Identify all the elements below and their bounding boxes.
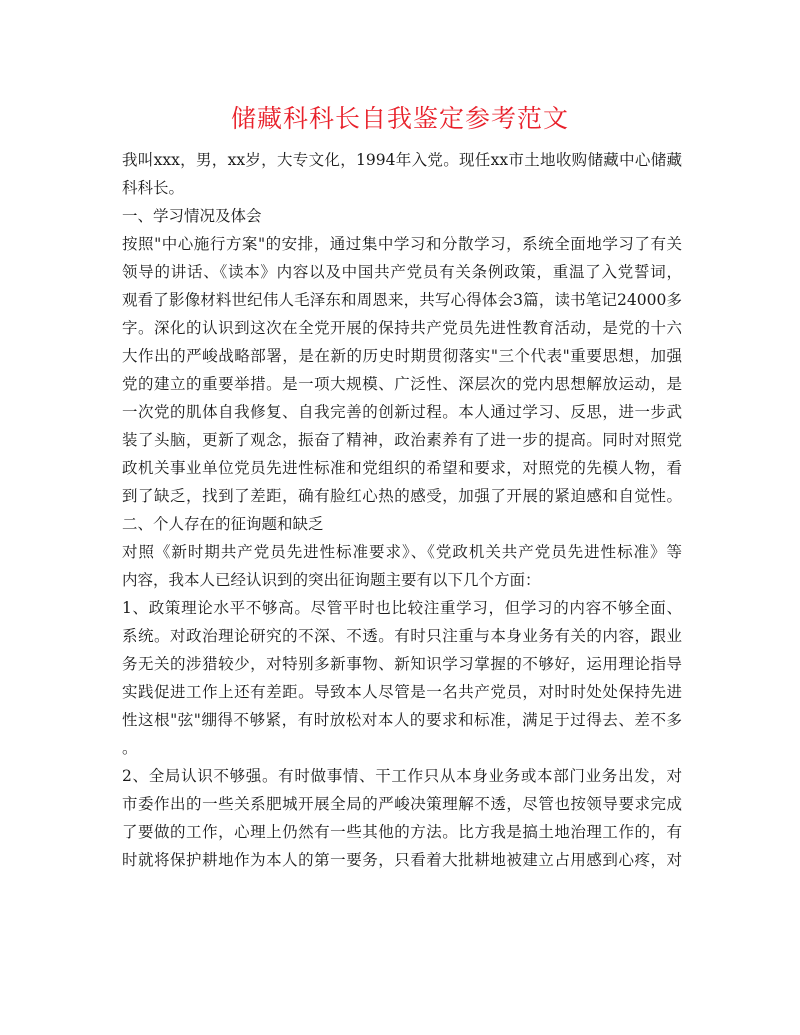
body-line: 性这根"弦"绷得不够紧，有时放松对本人的要求和标准，满足于过得去、差不多 — [122, 711, 682, 729]
body-line: 市委作出的一些关系肥城开展全局的严峻决策理解不透，尽管也按领导要求完成 — [122, 795, 682, 813]
body-line: 务无关的涉猎较少，对特别多新事物、新知识学习掌握的不够好，运用理论指导 — [122, 655, 682, 673]
body-line: 系统。对政治理论研究的不深、不透。有时只注重与本身业务有关的内容，跟业 — [122, 627, 682, 645]
document-body — [122, 146, 682, 874]
body-line: 内容，我本人已经认识到的突出征询题主要有以下几个方面： — [122, 571, 541, 589]
body-line: 大作出的严峻战略部署，是在新的历史时期贯彻落实"三个代表"重要思想，加强 — [122, 347, 682, 365]
body-line: 观看了影像材料世纪伟人毛泽东和周恩来，共写心得体会3篇，读书笔记24000多 — [122, 291, 682, 309]
body-line: 一次党的肌体自我修复、自我完善的创新过程。本人通过学习、反思，进一步武 — [122, 403, 682, 421]
document-title: 储藏科科长自我鉴定参考范文 — [230, 104, 569, 133]
body-line: 对照《新时期共产党员先进性标准要求》、《党政机关共产党员先进性标准》等 — [122, 543, 682, 561]
body-line: 1、政策理论水平不够高。尽管平时也比较注重学习，但学习的内容不够全面、 — [122, 599, 682, 617]
body-line: 字。深化的认识到这次在全党开展的保持共产党员先进性教育活动，是党的十六 — [122, 319, 682, 337]
body-line: 到了缺乏，找到了差距，确有脸红心热的感受，加强了开展的紧迫感和自觉性。 — [122, 487, 682, 505]
body-line: 装了头脑，更新了观念，振奋了精神，政治素养有了进一步的提高。同时对照党 — [122, 431, 682, 449]
body-line: 科科长。 — [122, 179, 185, 197]
body-line: 我叫xxx，男，xx岁，大专文化，1994年入党。现任xx市土地收购储藏中心储藏 — [122, 151, 682, 169]
section-heading: 一、学习情况及体会 — [122, 207, 262, 225]
body-line: 政机关事业单位党员先进性标准和党组织的希望和要求，对照党的先模人物，看 — [122, 459, 682, 477]
section-heading: 二、个人存在的征询题和缺乏 — [122, 515, 324, 533]
body-line: 领导的讲话、《读本》内容以及中国共产党员有关条例政策，重温了入党誓词， — [122, 263, 682, 281]
body-line: 2、全局认识不够强。有时做事情、干工作只从本身业务或本部门业务出发，对 — [122, 767, 682, 785]
body-line: 了要做的工作，心理上仍然有一些其他的方法。比方我是搞土地治理工作的，有 — [122, 823, 682, 841]
body-line: 按照"中心施行方案"的安排，通过集中学习和分散学习，系统全面地学习了有关 — [122, 235, 682, 253]
body-line: 党的建立的重要举措。是一项大规模、广泛性、深层次的党内思想解放运动，是 — [122, 375, 682, 393]
body-line: 实践促进工作上还有差距。导致本人尽管是一名共产党员，对时时处处保持先进 — [122, 683, 682, 701]
body-line: 。 — [122, 739, 138, 757]
body-line: 时就将保护耕地作为本人的第一要务，只看着大批耕地被建立占用感到心疼，对 — [122, 851, 682, 869]
